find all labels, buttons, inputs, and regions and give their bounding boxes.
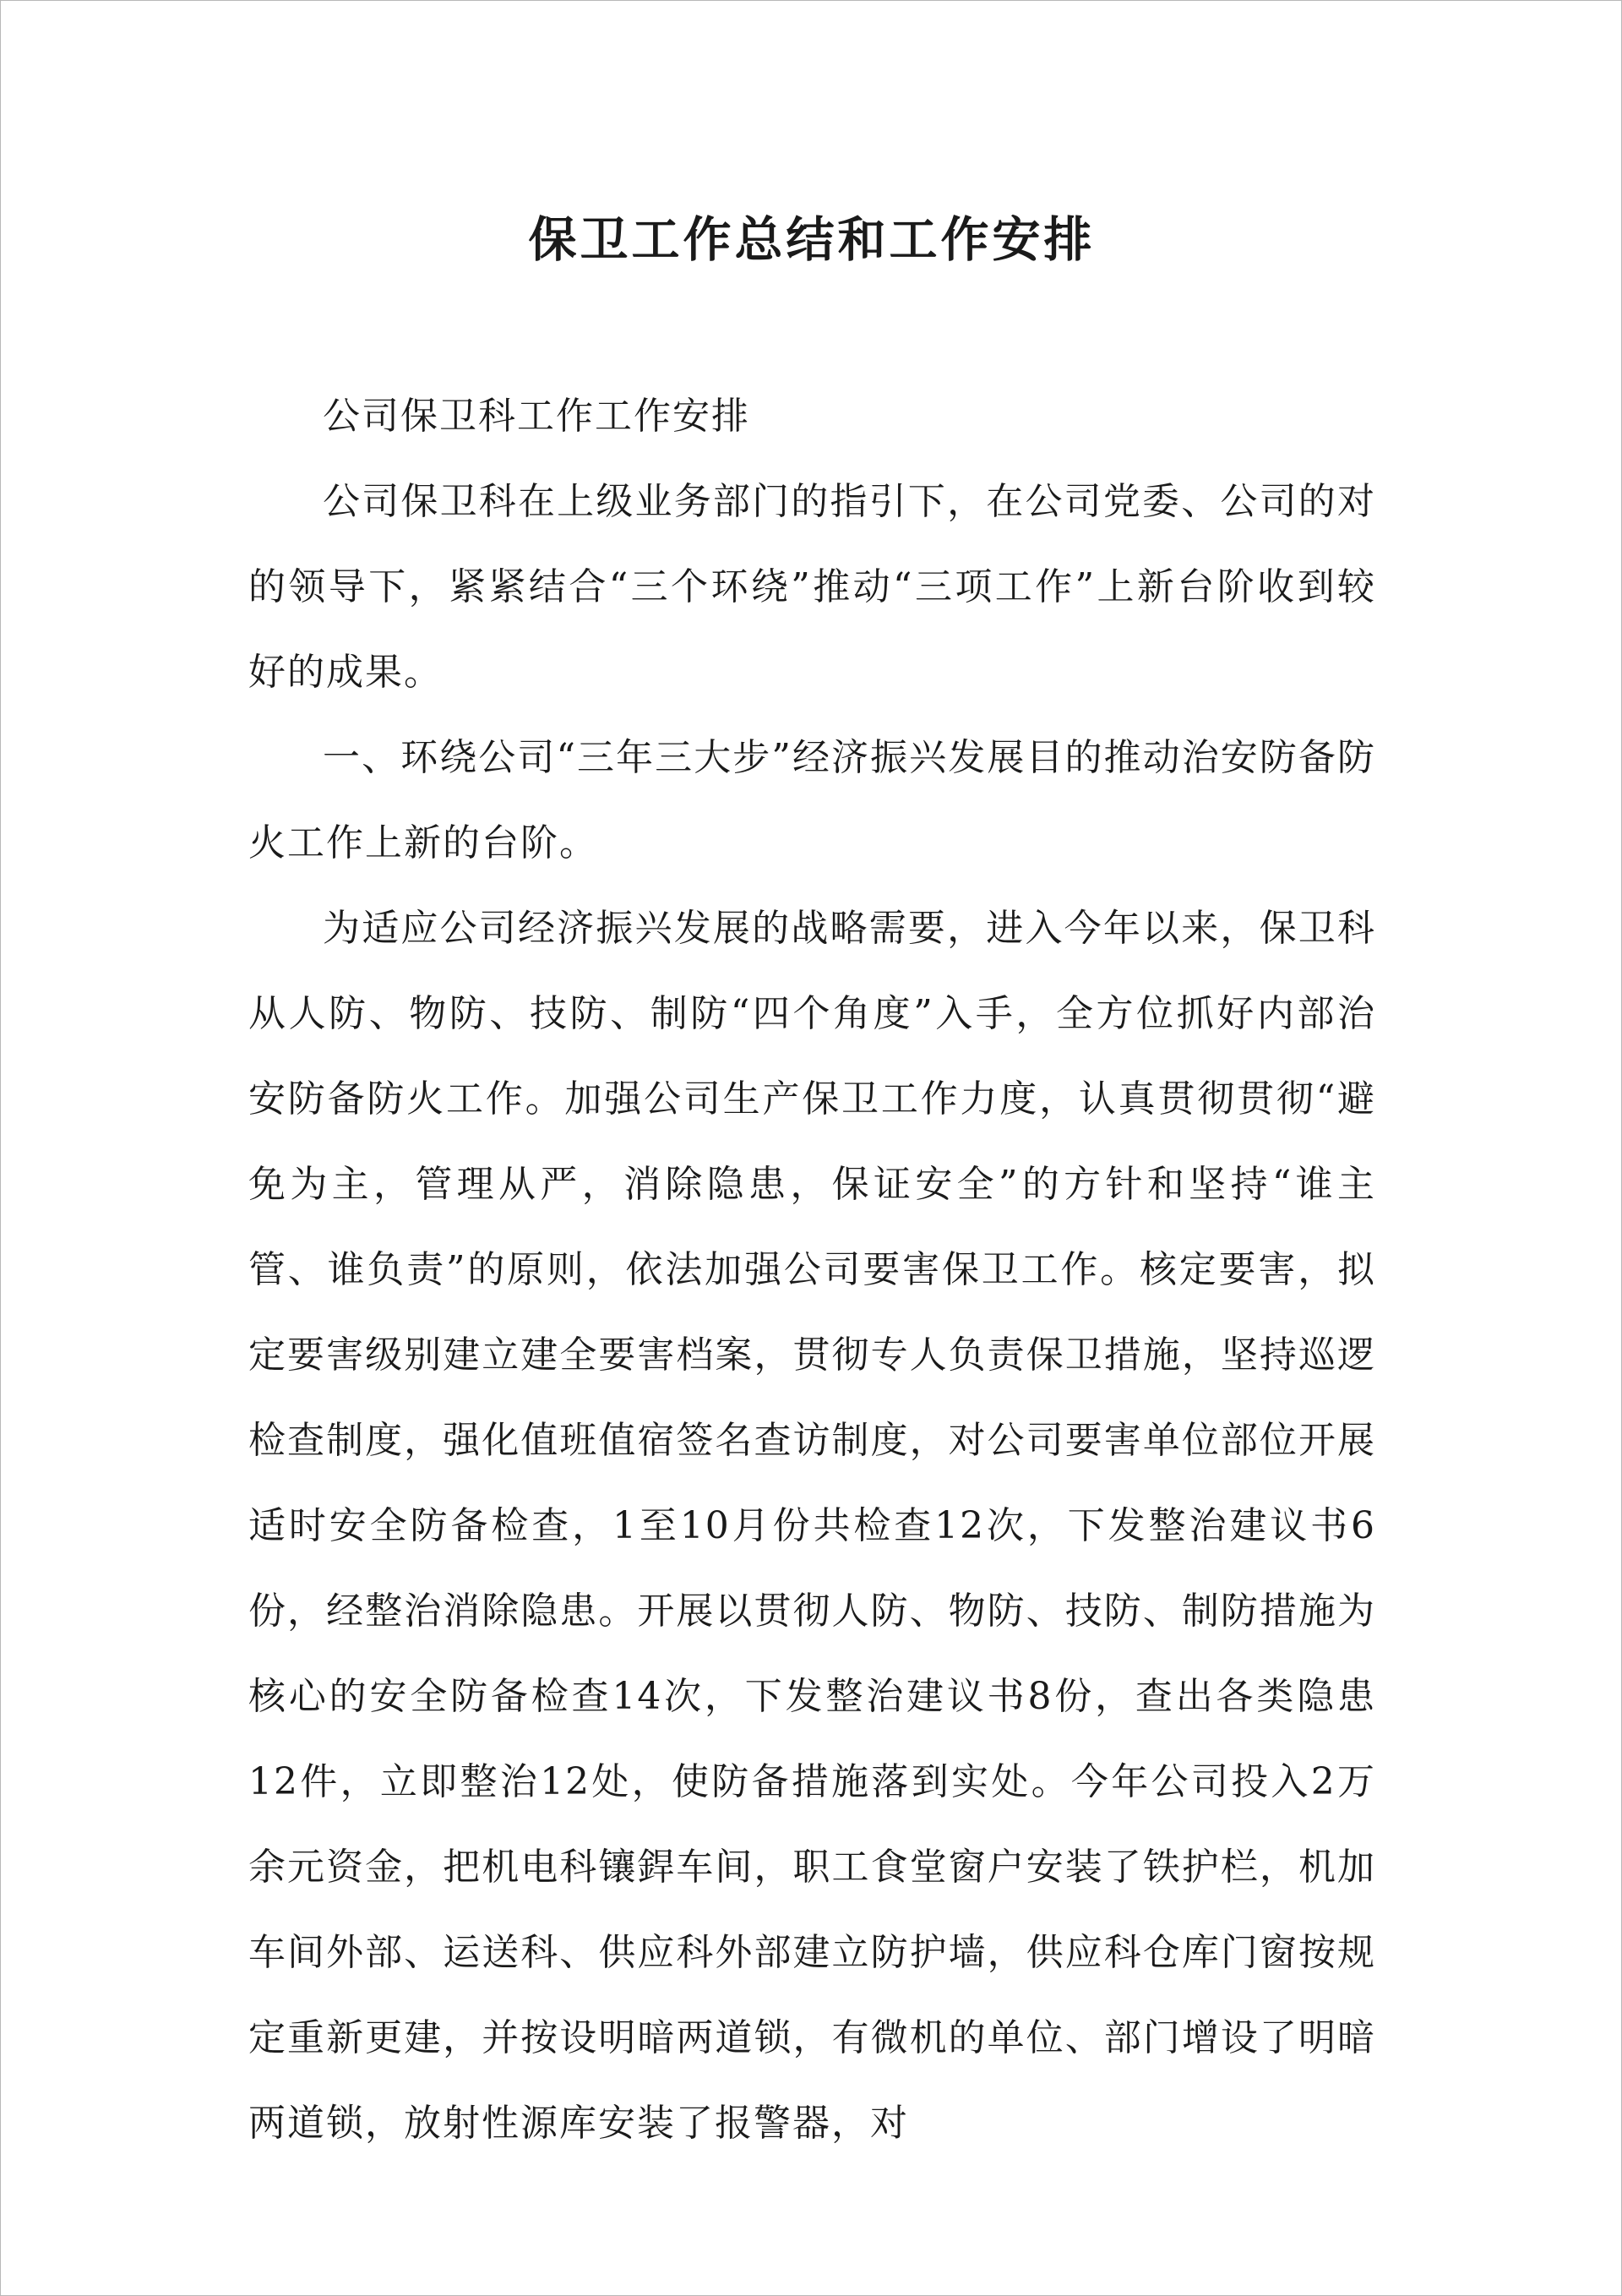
document-body — [248, 374, 1376, 2166]
document-title: 保卫工作总结和工作安排 — [528, 211, 1096, 268]
body-paragraph: 公司保卫科在上级业务部门的指引下，在公司党委、公司的对的领导下，紧紧结合“三个环绕”推动“三项工作”上新台阶收到较好的成果。 — [248, 480, 1376, 694]
body-paragraph: 为适应公司经济振兴发展的战略需要，进入今年以来，保卫科从人防、物防、技防、制防“四个角度”入手，全方位抓好内部治安防备防火工作。加强公司生产保卫工作力度，认真贯彻贯彻“避免为主，管理从严，消除隐患，保证安全”的方针和坚持“谁主管、谁负责”的原则，依法加强公司要害保卫工作。核定要害，拟定要害级别建立建全要害档案，贯彻专人负责保卫措施，坚持巡逻检查制度，强化值班值宿签名查访制度，对公司要害单位部位开展适时安全防备检查，1至10月份共检查12次，下发整治建议书6份，经整治消除隐患。开展以贯彻人防、物防、技防、制防措施为核心的安全防备检查14次，下发整治建议书8份，查出各类隐患12件，立即整治12处，使防备措施落到实处。今年公司投入2万余元资金，把机电科镶銲车间，职工食堂窗户安装了铁护栏，机加车间外部、运送科、供应科外部建立防护墙，供应科仓库门窗按规定重新更建，并按设明暗两道锁，有微机的单位、部门增设了明暗两道锁，放射性源库安装了报警器，对 — [248, 907, 1376, 2145]
section-heading: 一、环绕公司“三年三大步”经济振兴发展目的推动治安防备防火工作上新的台阶。 — [248, 736, 1376, 864]
section-heading: 公司保卫科工作工作安排 — [323, 395, 750, 438]
